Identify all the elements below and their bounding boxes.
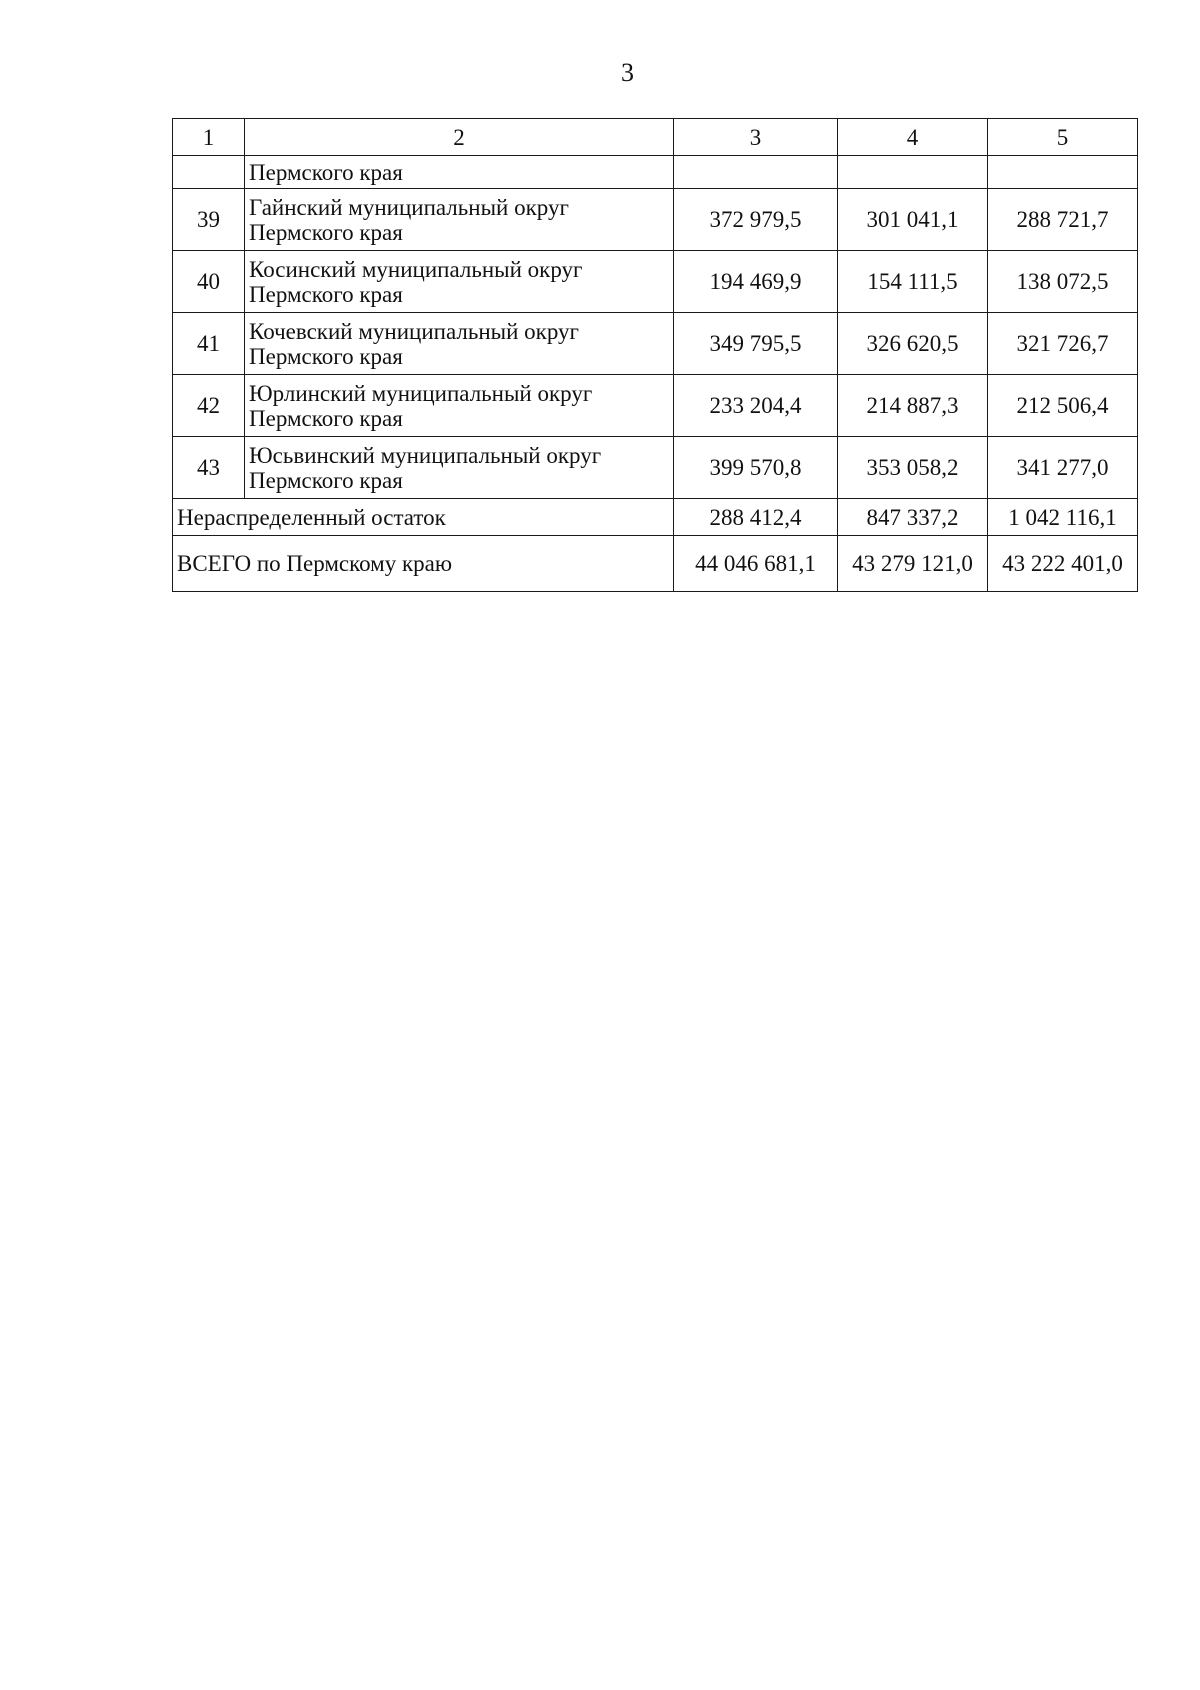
municipality-name-line-2: Пермского края — [249, 343, 403, 369]
row-number: 40 — [173, 251, 245, 313]
value-col-5: 138 072,5 — [988, 251, 1138, 313]
table-row-continuation — [173, 156, 1138, 189]
value-col-3: 399 570,8 — [674, 437, 838, 499]
municipality-name-line-2: Пермского края — [249, 405, 403, 431]
municipality-name — [245, 437, 674, 499]
total-value-col-5: 43 222 401,0 — [988, 536, 1138, 592]
column-header-2: 2 — [245, 119, 674, 156]
row-number: 42 — [173, 375, 245, 437]
value-col-4: 214 887,3 — [838, 375, 988, 437]
column-header-3: 3 — [674, 119, 838, 156]
total-value-col-3: 44 046 681,1 — [674, 536, 838, 592]
value-col-3: 372 979,5 — [674, 189, 838, 251]
table-row — [173, 313, 1138, 375]
municipality-name-line-1: Косинский муниципальный округ — [249, 256, 583, 282]
municipality-name-line-2: Пермского края — [249, 281, 403, 307]
municipality-name-line-1: Гайнский муниципальный округ — [249, 194, 569, 220]
total-row — [173, 536, 1138, 592]
unallocated-label: Нераспределенный остаток — [173, 499, 674, 536]
municipality-name-line-2: Пермского края — [249, 467, 403, 493]
value-col-5: 288 721,7 — [988, 189, 1138, 251]
value-col-5: 212 506,4 — [988, 375, 1138, 437]
row-number — [173, 156, 245, 189]
total-label: ВСЕГО по Пермскому краю — [173, 536, 674, 592]
unallocated-row — [173, 499, 1138, 536]
municipality-name-line-1: Кочевский муниципальный округ — [249, 318, 579, 344]
value-col-3 — [674, 156, 838, 189]
column-header-5: 5 — [988, 119, 1138, 156]
row-number: 43 — [173, 437, 245, 499]
unallocated-value-col-3: 288 412,4 — [674, 499, 838, 536]
unallocated-value-col-5: 1 042 116,1 — [988, 499, 1138, 536]
municipality-name-line-1: Юсьвинский муниципальный округ — [249, 442, 602, 468]
allocation-table — [172, 118, 1138, 592]
column-header-4: 4 — [838, 119, 988, 156]
value-col-4: 154 111,5 — [838, 251, 988, 313]
value-col-4: 301 041,1 — [838, 189, 988, 251]
table-row — [173, 251, 1138, 313]
column-header-1: 1 — [173, 119, 245, 156]
municipality-name — [245, 375, 674, 437]
value-col-3: 233 204,4 — [674, 375, 838, 437]
municipality-name-line-1: Юрлинский муниципальный округ — [249, 380, 593, 406]
row-number: 41 — [173, 313, 245, 375]
value-col-5: 321 726,7 — [988, 313, 1138, 375]
value-col-5 — [988, 156, 1138, 189]
municipality-name: Пермского края — [245, 156, 674, 189]
table-row — [173, 189, 1138, 251]
value-col-3: 349 795,5 — [674, 313, 838, 375]
unallocated-value-col-4: 847 337,2 — [838, 499, 988, 536]
value-col-4 — [838, 156, 988, 189]
value-col-4: 326 620,5 — [838, 313, 988, 375]
row-number: 39 — [173, 189, 245, 251]
page-number: 3 — [621, 58, 634, 87]
municipality-name — [245, 313, 674, 375]
value-col-3: 194 469,9 — [674, 251, 838, 313]
table-header-row — [173, 119, 1138, 156]
value-col-4: 353 058,2 — [838, 437, 988, 499]
total-value-col-4: 43 279 121,0 — [838, 536, 988, 592]
municipality-name — [245, 251, 674, 313]
municipality-name — [245, 189, 674, 251]
value-col-5: 341 277,0 — [988, 437, 1138, 499]
table-row — [173, 375, 1138, 437]
municipality-name-line-2: Пермского края — [249, 219, 403, 245]
table-row — [173, 437, 1138, 499]
